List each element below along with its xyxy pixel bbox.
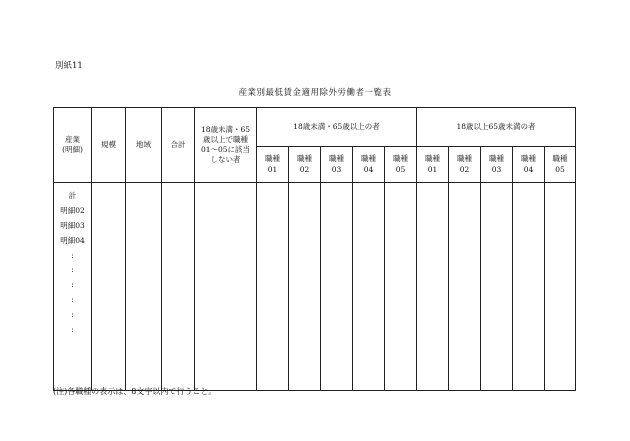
header-job-type-a01: 職種 01 (257, 147, 289, 183)
header-job-type-b05: 職種 05 (545, 147, 576, 183)
header-exempt-others: 18歳未満・65 歳以上で職種 01〜05に該当 しない者 (195, 108, 257, 183)
header-region: 地域 (126, 108, 162, 183)
document-title: 産業別最低賃金適用除外労働者一覧表 (238, 88, 392, 98)
header-job-type-b01: 職種 01 (417, 147, 449, 183)
row-label: 明細03 (60, 220, 85, 230)
header-job-type-b02: 職種 02 (449, 147, 481, 183)
data-cell-total (162, 183, 195, 391)
header-job-type-a03: 職種 03 (321, 147, 353, 183)
data-cell-a01 (257, 183, 289, 391)
row-label: 計 (68, 191, 77, 200)
data-cell-b01 (417, 183, 449, 391)
row-label: : (71, 250, 74, 260)
header-job-type-b04: 職種 04 (513, 147, 545, 183)
footnote: (注)各職種の表示は、8文字以内で行うこと。 (53, 387, 217, 396)
data-cell-a02 (289, 183, 321, 391)
exemption-table (53, 107, 576, 391)
row-label: : (71, 280, 74, 290)
header-job-type-a02: 職種 02 (289, 147, 321, 183)
data-cell-b05 (545, 183, 576, 391)
header-job-type-a04: 職種 04 (353, 147, 385, 183)
data-cell-a04 (353, 183, 385, 391)
data-cell-a05 (385, 183, 417, 391)
header-group-under18-over65: 18歳未満・65歳以上の者 (257, 108, 417, 147)
header-job-type-b03: 職種 03 (481, 147, 513, 183)
data-cell-scale (92, 183, 126, 391)
row-label: : (71, 310, 74, 320)
data-cell-exempt-others (195, 183, 257, 391)
header-job-type-a05: 職種 05 (385, 147, 417, 183)
data-cell-a03 (321, 183, 353, 391)
row-labels-cell (54, 183, 92, 391)
row-label: 明細04 (60, 235, 85, 245)
data-cell-b04 (513, 183, 545, 391)
header-scale: 規模 (92, 108, 126, 183)
data-cell-b02 (449, 183, 481, 391)
header-total: 合計 (162, 108, 195, 183)
document-label: 別紙11 (55, 61, 83, 71)
row-label: : (71, 265, 74, 275)
header-group-18-to-65: 18歳以上65歳未満の者 (417, 108, 576, 147)
header-industry: 産業 (明細) (54, 108, 92, 183)
data-cell-region (126, 183, 162, 391)
row-label: : (71, 325, 74, 335)
row-label: 明細02 (60, 205, 85, 215)
row-label: : (71, 295, 74, 305)
data-cell-b03 (481, 183, 513, 391)
